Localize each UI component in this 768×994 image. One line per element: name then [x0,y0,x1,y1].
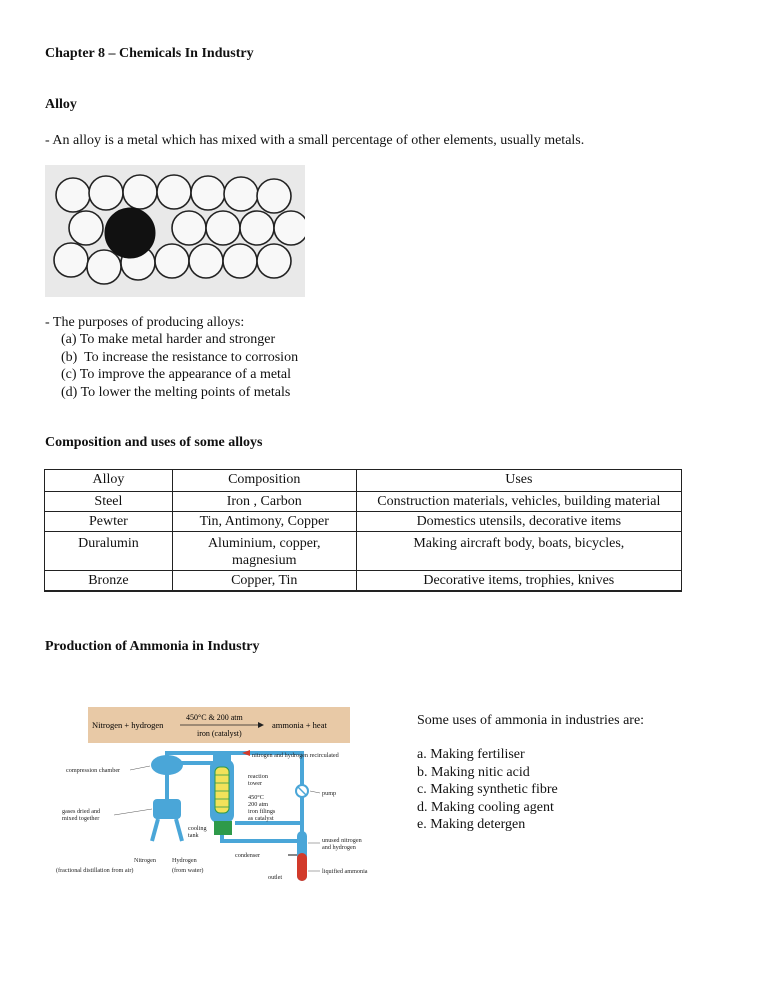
svg-text:as catalyst: as catalyst [248,815,274,822]
svg-text:200 atm: 200 atm [248,801,269,808]
table-row [45,512,682,532]
cell-composition: Copper, Tin [172,571,356,592]
svg-text:tower: tower [248,780,263,787]
svg-text:outlet: outlet [268,874,283,881]
svg-text:and hydrogen: and hydrogen [322,844,356,851]
purpose-item: (c) To improve the appearance of a metal [61,367,292,382]
cell-alloy: Pewter [45,512,173,532]
compression-chamber [151,755,183,775]
cell-uses: Construction materials, vehicles, building material [356,492,681,512]
ammonia-heading: Production of Ammonia in Industry [45,639,260,654]
svg-text:compression chamber: compression chamber [66,767,121,774]
purpose-item: (a) To make metal harder and stronger [61,332,276,347]
header-alloy: Alloy [45,470,173,492]
header-composition: Composition [172,470,356,492]
svg-text:(fractional distillation from: (fractional distillation from air) [56,867,134,874]
equation-catalyst: iron (catalyst) [197,729,242,738]
svg-text:Hydrogen: Hydrogen [172,857,197,864]
cell-alloy: Bronze [45,571,173,592]
svg-text:cooling: cooling [188,825,207,832]
svg-text:liquified ammonia: liquified ammonia [322,868,368,875]
alloy-table [44,469,682,592]
cell-uses: Making aircraft body, boats, bicycles, [356,532,681,571]
equation-right: ammonia + heat [272,720,327,730]
ammonia-use-item: d. Making cooling agent [417,799,554,815]
svg-text:reaction: reaction [248,773,268,780]
cooling-tank [214,821,232,835]
purposes-intro: - The purposes of producing alloys: [45,315,245,330]
svg-text:unused nitrogen: unused nitrogen [322,837,362,844]
chapter-title: Chapter 8 – Chemicals In Industry [45,46,254,61]
table-row [45,571,682,592]
gas-mixer [153,799,181,819]
cell-alloy: Duralumin [45,532,173,571]
equation-left: Nitrogen + hydrogen [92,720,164,730]
header-uses: Uses [356,470,681,492]
svg-text:nitrogen and hydrogen recircul: nitrogen and hydrogen recirculated [252,752,339,759]
cell-uses: Domestics utensils, decorative items [356,512,681,532]
cell-uses: Decorative items, trophies, knives [356,571,681,592]
ammonia-uses-intro: Some uses of ammonia in industries are: [417,713,645,728]
alloy-atoms-image [45,165,305,297]
cell-composition: Aluminium, copper, magnesium [172,532,356,571]
table-header-row [45,470,682,492]
ammonia-uses-list [417,746,558,834]
svg-text:pump: pump [322,790,337,797]
alloy-definition: - An alloy is a metal which has mixed with a small percentage of other elements, usually metals. [45,133,585,148]
svg-text:tank: tank [188,832,199,839]
svg-text:condenser: condenser [235,852,261,859]
liquified-ammonia-vessel [297,853,307,881]
alloy-heading: Alloy [45,97,77,112]
composition-heading: Composition and uses of some alloys [45,435,263,450]
ammonia-use-item: c. Making synthetic fibre [417,782,558,797]
ammonia-use-item: b. Making nitic acid [417,764,530,780]
table-row [45,492,682,512]
table-row [45,532,682,571]
purposes-list [61,331,298,401]
cell-alloy: Steel [45,492,173,512]
svg-text:mixed together: mixed together [62,815,100,822]
ammonia-use-item: e. Making detergen [417,817,526,832]
svg-text:iron filings: iron filings [248,808,276,815]
equation-conditions: 450°C & 200 atm [186,713,243,722]
cell-composition: Iron , Carbon [172,492,356,512]
svg-text:(from water): (from water) [172,867,204,874]
svg-text:gases dried and: gases dried and [62,808,101,815]
svg-text:Nitrogen: Nitrogen [134,857,156,864]
purpose-item: (b) To increase the resistance to corrosion [61,349,299,365]
cell-composition: Tin, Antimony, Copper [172,512,356,532]
svg-text:450°C: 450°C [248,794,264,801]
purpose-item: (d) To lower the melting points of metals [61,384,291,400]
haber-process-diagram [52,703,392,883]
ammonia-use-item: a. Making fertiliser [417,747,525,762]
